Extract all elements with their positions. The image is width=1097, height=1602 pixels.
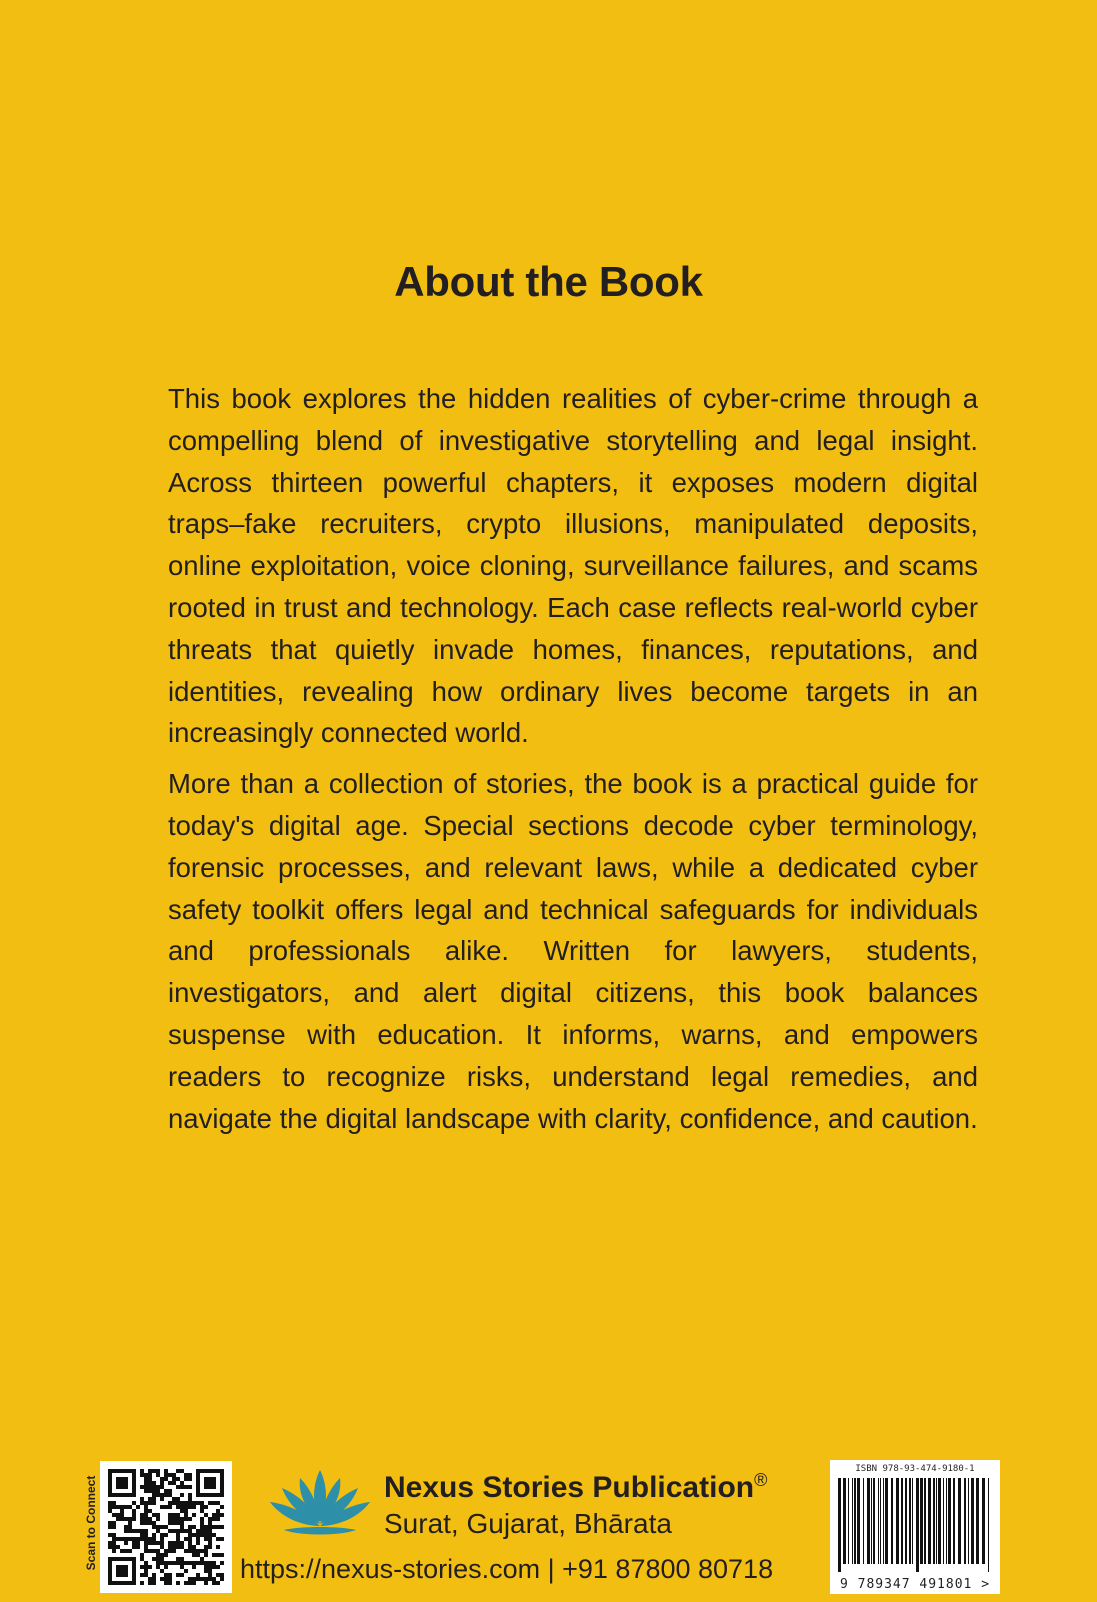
- publisher-location: Surat, Gujarat, Bhārata: [384, 1508, 672, 1539]
- page-title: About the Book: [394, 258, 703, 305]
- qr-section: [78, 1461, 232, 1593]
- registered-mark: ®: [754, 1470, 768, 1490]
- isbn-barcode-icon: [830, 1460, 1000, 1594]
- publisher-contact[interactable]: https://nexus-stories.com | +91 87800 80718: [240, 1554, 774, 1584]
- paragraph-1: This book explores the hidden realities of cyber-crime through a compelling blend of investigative storytelling and legal insight. Across thirteen powerful chapters, it exposes modern digital traps–fake recruiters, crypto illusions, manipulated deposits, online exploitation, voice cloning, surveillance failures, and scams rooted in trust and technology. Each case reflects real-world cyber threats that quietly invade homes, finances, reputations, and identities, revealing how ordinary lives become targets in an increasingly connected world.: [168, 383, 978, 749]
- scan-label: Scan to Connect: [84, 1475, 98, 1571]
- publisher-name: [384, 1470, 767, 1505]
- paragraph-2: More than a collection of stories, the book is a practical guide for today's digital age. Special sections decode cyber terminology, forensic processes, and relevant laws, while a dedicated cyber safety toolkit offers legal and technical safeguards for individuals and professionals alike. Written for lawyers, students, investigators, and alert digital citizens, this book balances suspense with education. It informs, warns, and empowers readers to recognize risks, understand legal remedies, and navigate the digital landscape with clarity, confidence, and caution.: [168, 768, 978, 1134]
- isbn-label: ISBN 978-93-474-9180-1: [855, 1464, 975, 1474]
- book-description: [168, 378, 978, 1148]
- qr-code-icon[interactable]: [100, 1461, 232, 1593]
- publisher-name-text: Nexus Stories Publication: [384, 1471, 755, 1504]
- lotus-logo-icon: [264, 1464, 376, 1540]
- barcode-number: 9 789347 491801 >: [839, 1577, 991, 1592]
